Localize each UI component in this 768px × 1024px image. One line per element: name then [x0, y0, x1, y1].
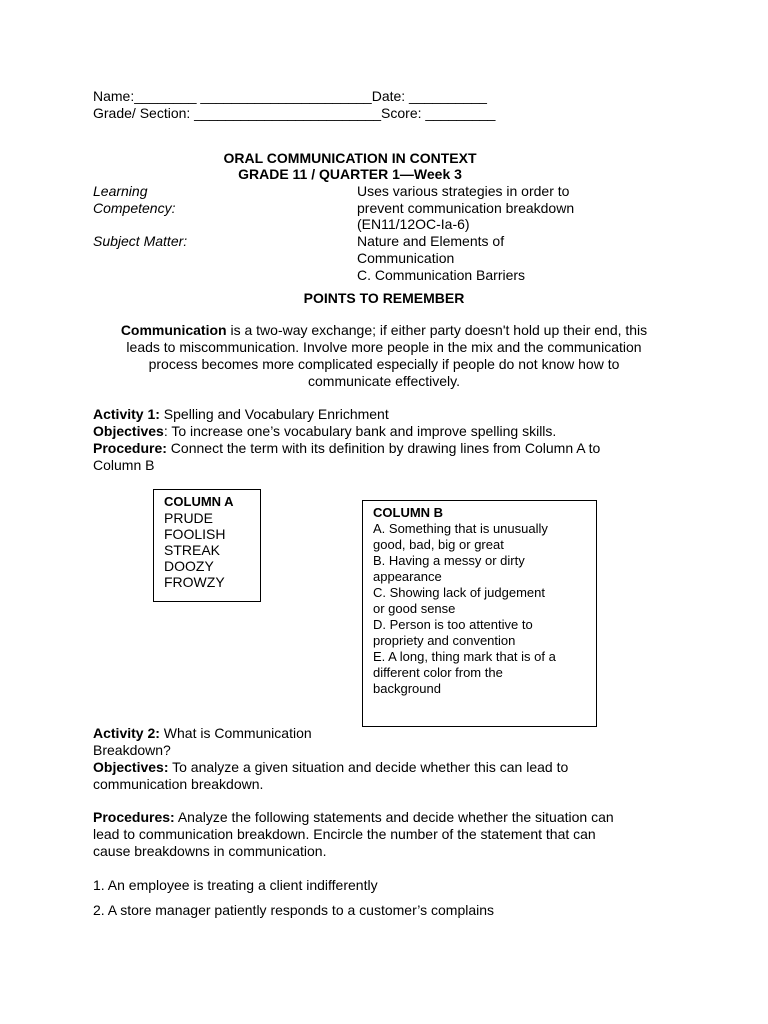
title-line-1: ORAL COMMUNICATION IN CONTEXT [223, 150, 477, 166]
column-b-line: D. Person is too attentive to [373, 617, 533, 632]
column-b-line: different color from the [373, 665, 503, 680]
grade-score-line: Grade/ Section: ________________________Score: _________ [93, 105, 496, 121]
column-b-header: COLUMN B [373, 505, 444, 520]
activity-1-objectives [93, 423, 556, 440]
activity-2-objectives [93, 759, 568, 776]
activity-2-procedures [93, 809, 614, 826]
activity-1-procedure-label: Procedure: [93, 440, 167, 456]
activity-2-procedures-text: Analyze the following statements and decide whether the situation can [174, 809, 614, 825]
activity-1-title [93, 406, 389, 423]
activity-1-label: Activity 1: [93, 406, 160, 422]
column-b-line: background [373, 681, 441, 696]
activity-1-objectives-text: : To increase one’s vocabulary bank and improve spelling skills. [163, 423, 557, 439]
learning-competency-code: (EN11/12OC-Ia-6) [357, 216, 470, 232]
activity-2-title-2: Breakdown? [93, 742, 171, 758]
column-b-box [362, 500, 597, 727]
column-b-line: E. A long, thing mark that is of a [373, 649, 556, 664]
statement-item: 1. An employee is treating a client indifferently [93, 877, 378, 893]
intro-term: Communication [120, 322, 227, 338]
column-a-item: FOOLISH [164, 526, 226, 542]
intro-line-4: communicate effectively. [308, 373, 460, 389]
title-line-2: GRADE 11 / QUARTER 1—Week 3 [238, 166, 462, 182]
subject-matter-value-1: Nature and Elements of [357, 233, 505, 249]
learning-competency-label-2: Competency: [93, 200, 176, 216]
activity-1-procedure [93, 440, 600, 457]
intro-line-3: process becomes more complicated especially if people do not know how to [148, 356, 620, 372]
intro-line-1-text: is a two-way exchange; if either party doesn't hold up their end, this [226, 322, 648, 338]
activity-2-name: What is Communication [159, 725, 312, 741]
subject-matter-value-2: Communication [357, 250, 455, 266]
column-b-line: or good sense [373, 601, 456, 616]
points-heading: POINTS TO REMEMBER [303, 290, 465, 306]
statement-item: 2. A store manager patiently responds to a customer’s complains [93, 902, 495, 918]
subject-matter-value-3: C. Communication Barriers [357, 267, 526, 283]
activity-2-objectives-2: communication breakdown. [93, 776, 264, 792]
intro-line-2: leads to miscommunication. Involve more people in the mix and the communication [126, 339, 642, 355]
column-b-line: appearance [373, 569, 442, 584]
activity-1-objectives-label: Objectives [93, 423, 164, 439]
activity-2-objectives-label: Objectives: [93, 759, 169, 775]
activity-2-label: Activity 2: [93, 725, 160, 741]
activity-1-procedure-text: Connect the term with its definition by drawing lines from Column A to [166, 440, 601, 456]
activity-2-procedures-3: cause breakdowns in communication. [93, 843, 327, 859]
column-b-line: B. Having a messy or dirty [373, 553, 525, 568]
activity-2-objectives-text: To analyze a given situation and decide whether this can lead to [168, 759, 569, 775]
column-b-line: propriety and convention [373, 633, 516, 648]
activity-2-procedures-label: Procedures: [93, 809, 175, 825]
column-b-line: good, bad, big or great [373, 537, 504, 552]
learning-competency-value-2: prevent communication breakdown [357, 200, 575, 216]
learning-competency-value-1: Uses various strategies in order to [357, 183, 570, 199]
activity-2-procedures-2: lead to communication breakdown. Encircle the number of the statement that can [93, 826, 596, 842]
name-date-line: Name:________ ______________________Date: __________ [93, 88, 487, 104]
column-a-header: COLUMN A [164, 494, 234, 509]
intro-line-1 [0, 322, 768, 339]
activity-2-title [93, 725, 312, 742]
column-a-item: DOOZY [164, 558, 214, 574]
column-a-item: PRUDE [164, 510, 214, 526]
activity-1-name: Spelling and Vocabulary Enrichment [159, 406, 389, 422]
column-a-item: FROWZY [164, 574, 225, 590]
subject-matter-label: Subject Matter: [93, 233, 188, 249]
activity-1-procedure-2: Column B [93, 457, 155, 473]
column-b-line: A. Something that is unusually [373, 521, 548, 536]
column-b-line: C. Showing lack of judgement [373, 585, 545, 600]
learning-competency-label: Learning [93, 183, 148, 199]
column-a-box [153, 489, 261, 602]
column-a-item: STREAK [164, 542, 221, 558]
